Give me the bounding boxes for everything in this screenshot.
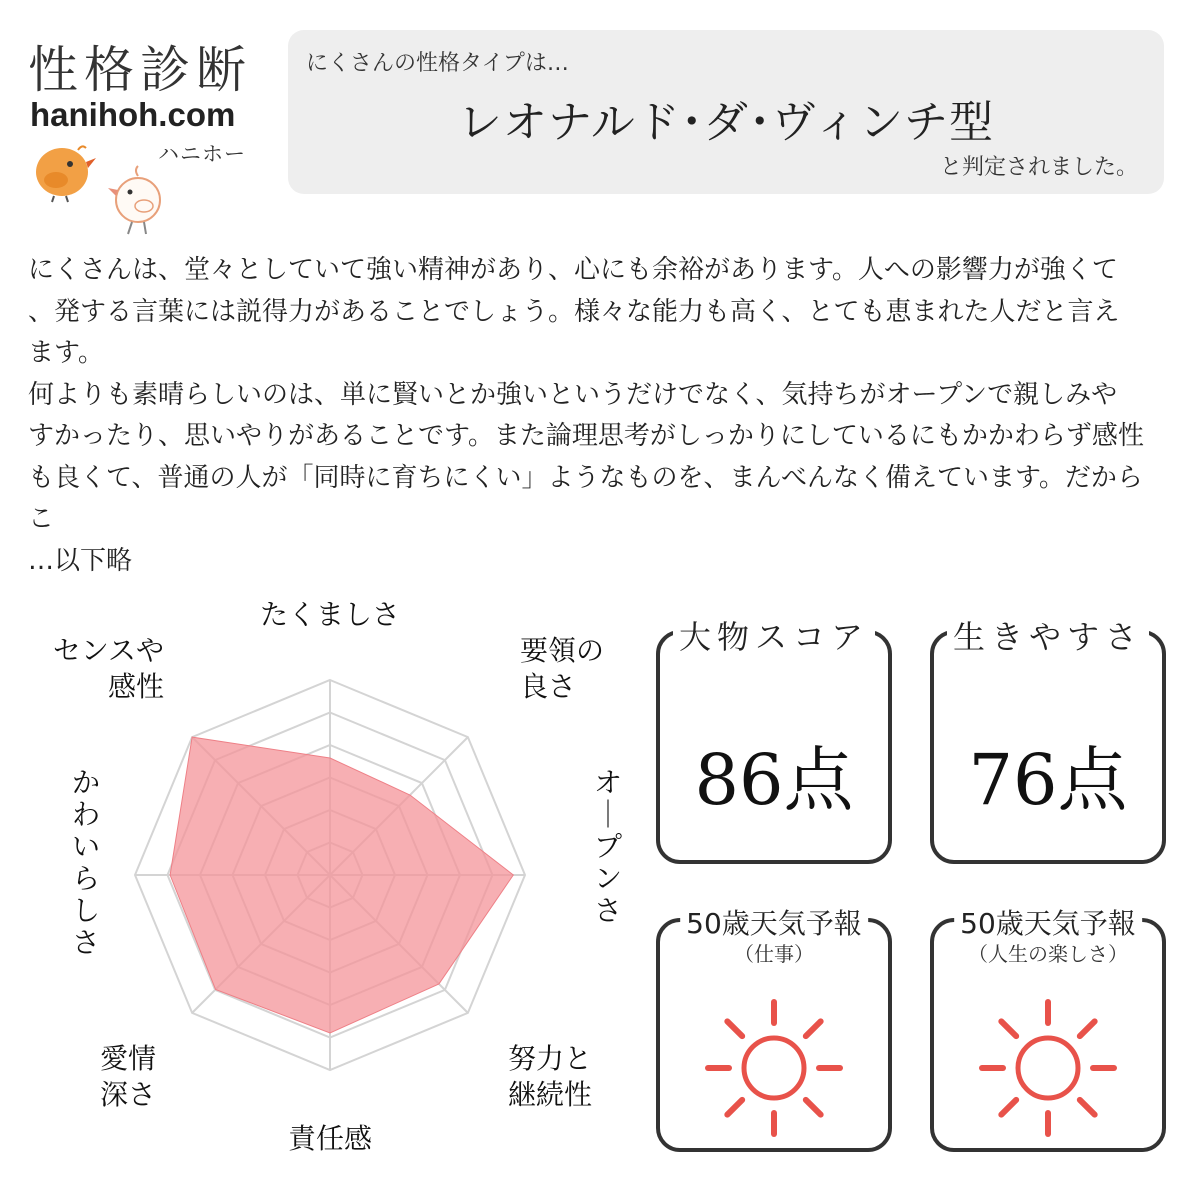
score-card-greatness xyxy=(656,618,892,864)
radar-label: かわいらしさ xyxy=(71,766,101,959)
radar-label: 責任感 xyxy=(287,1122,373,1155)
card-title: 50歳天気予報 xyxy=(954,902,1142,942)
radar-label: センスや感性 xyxy=(52,634,164,703)
card-score: 76点 xyxy=(968,739,1128,821)
radar-chart xyxy=(20,592,640,1182)
result-tail: と判定されました。 xyxy=(939,155,1138,180)
card-title: 大物スコア xyxy=(673,612,875,658)
weather-card-work xyxy=(656,907,892,1152)
radar-label: 努力と継続性 xyxy=(508,1042,593,1111)
orange-bird-icon xyxy=(36,146,96,202)
result-panel xyxy=(288,30,1164,194)
sun-icon xyxy=(694,988,854,1148)
result-lead: にくさんの性格タイプは… xyxy=(306,51,569,76)
radar-label: 愛情深さ xyxy=(99,1042,156,1111)
radar-label: オ｜プンさ xyxy=(593,766,623,927)
bird-mascot-icon xyxy=(20,140,170,240)
logo-kana: ハニホー xyxy=(158,142,246,166)
description-text: にくさんは、堂々としていて強い精神があり、心にも余裕があります。人への影響力が強くて 、発する言葉には説得力があることでしょう。様々な能力も高く、とても恵まれた人だと言え ます。 何よりも素晴らしいのは、単に賢いとか強いというだけでなく、気持ちがオープンで親しみや すかったり、思いやりがあることです。また論理思考がしっかりにしているにもかかわらず感性 も良くて、普通の人が「同時に育ちにくい」ようなものを、まんべんなく備えています。だからこ …以下略 xyxy=(28,255,1144,576)
radar-label: 要領の良さ xyxy=(520,634,605,703)
white-bird-icon xyxy=(108,166,160,234)
card-subtitle: （仕事） xyxy=(734,942,814,966)
weather-card-life xyxy=(930,907,1166,1152)
radar-data-area xyxy=(170,737,513,1033)
score-card-ease-of-living xyxy=(930,618,1166,864)
card-title: 生きやすさ xyxy=(947,612,1149,658)
logo-domain[interactable]: hanihoh.com xyxy=(30,96,236,133)
card-score: 86点 xyxy=(694,739,854,821)
sun-icon xyxy=(968,988,1128,1148)
card-title: 50歳天気予報 xyxy=(680,902,868,942)
card-subtitle: （人生の楽しさ） xyxy=(968,942,1128,966)
logo-title: 性格診断 xyxy=(28,41,252,99)
radar-label: たくましさ xyxy=(259,598,401,631)
result-type: レオナルド･ダ･ヴィンチ型 xyxy=(457,97,995,148)
